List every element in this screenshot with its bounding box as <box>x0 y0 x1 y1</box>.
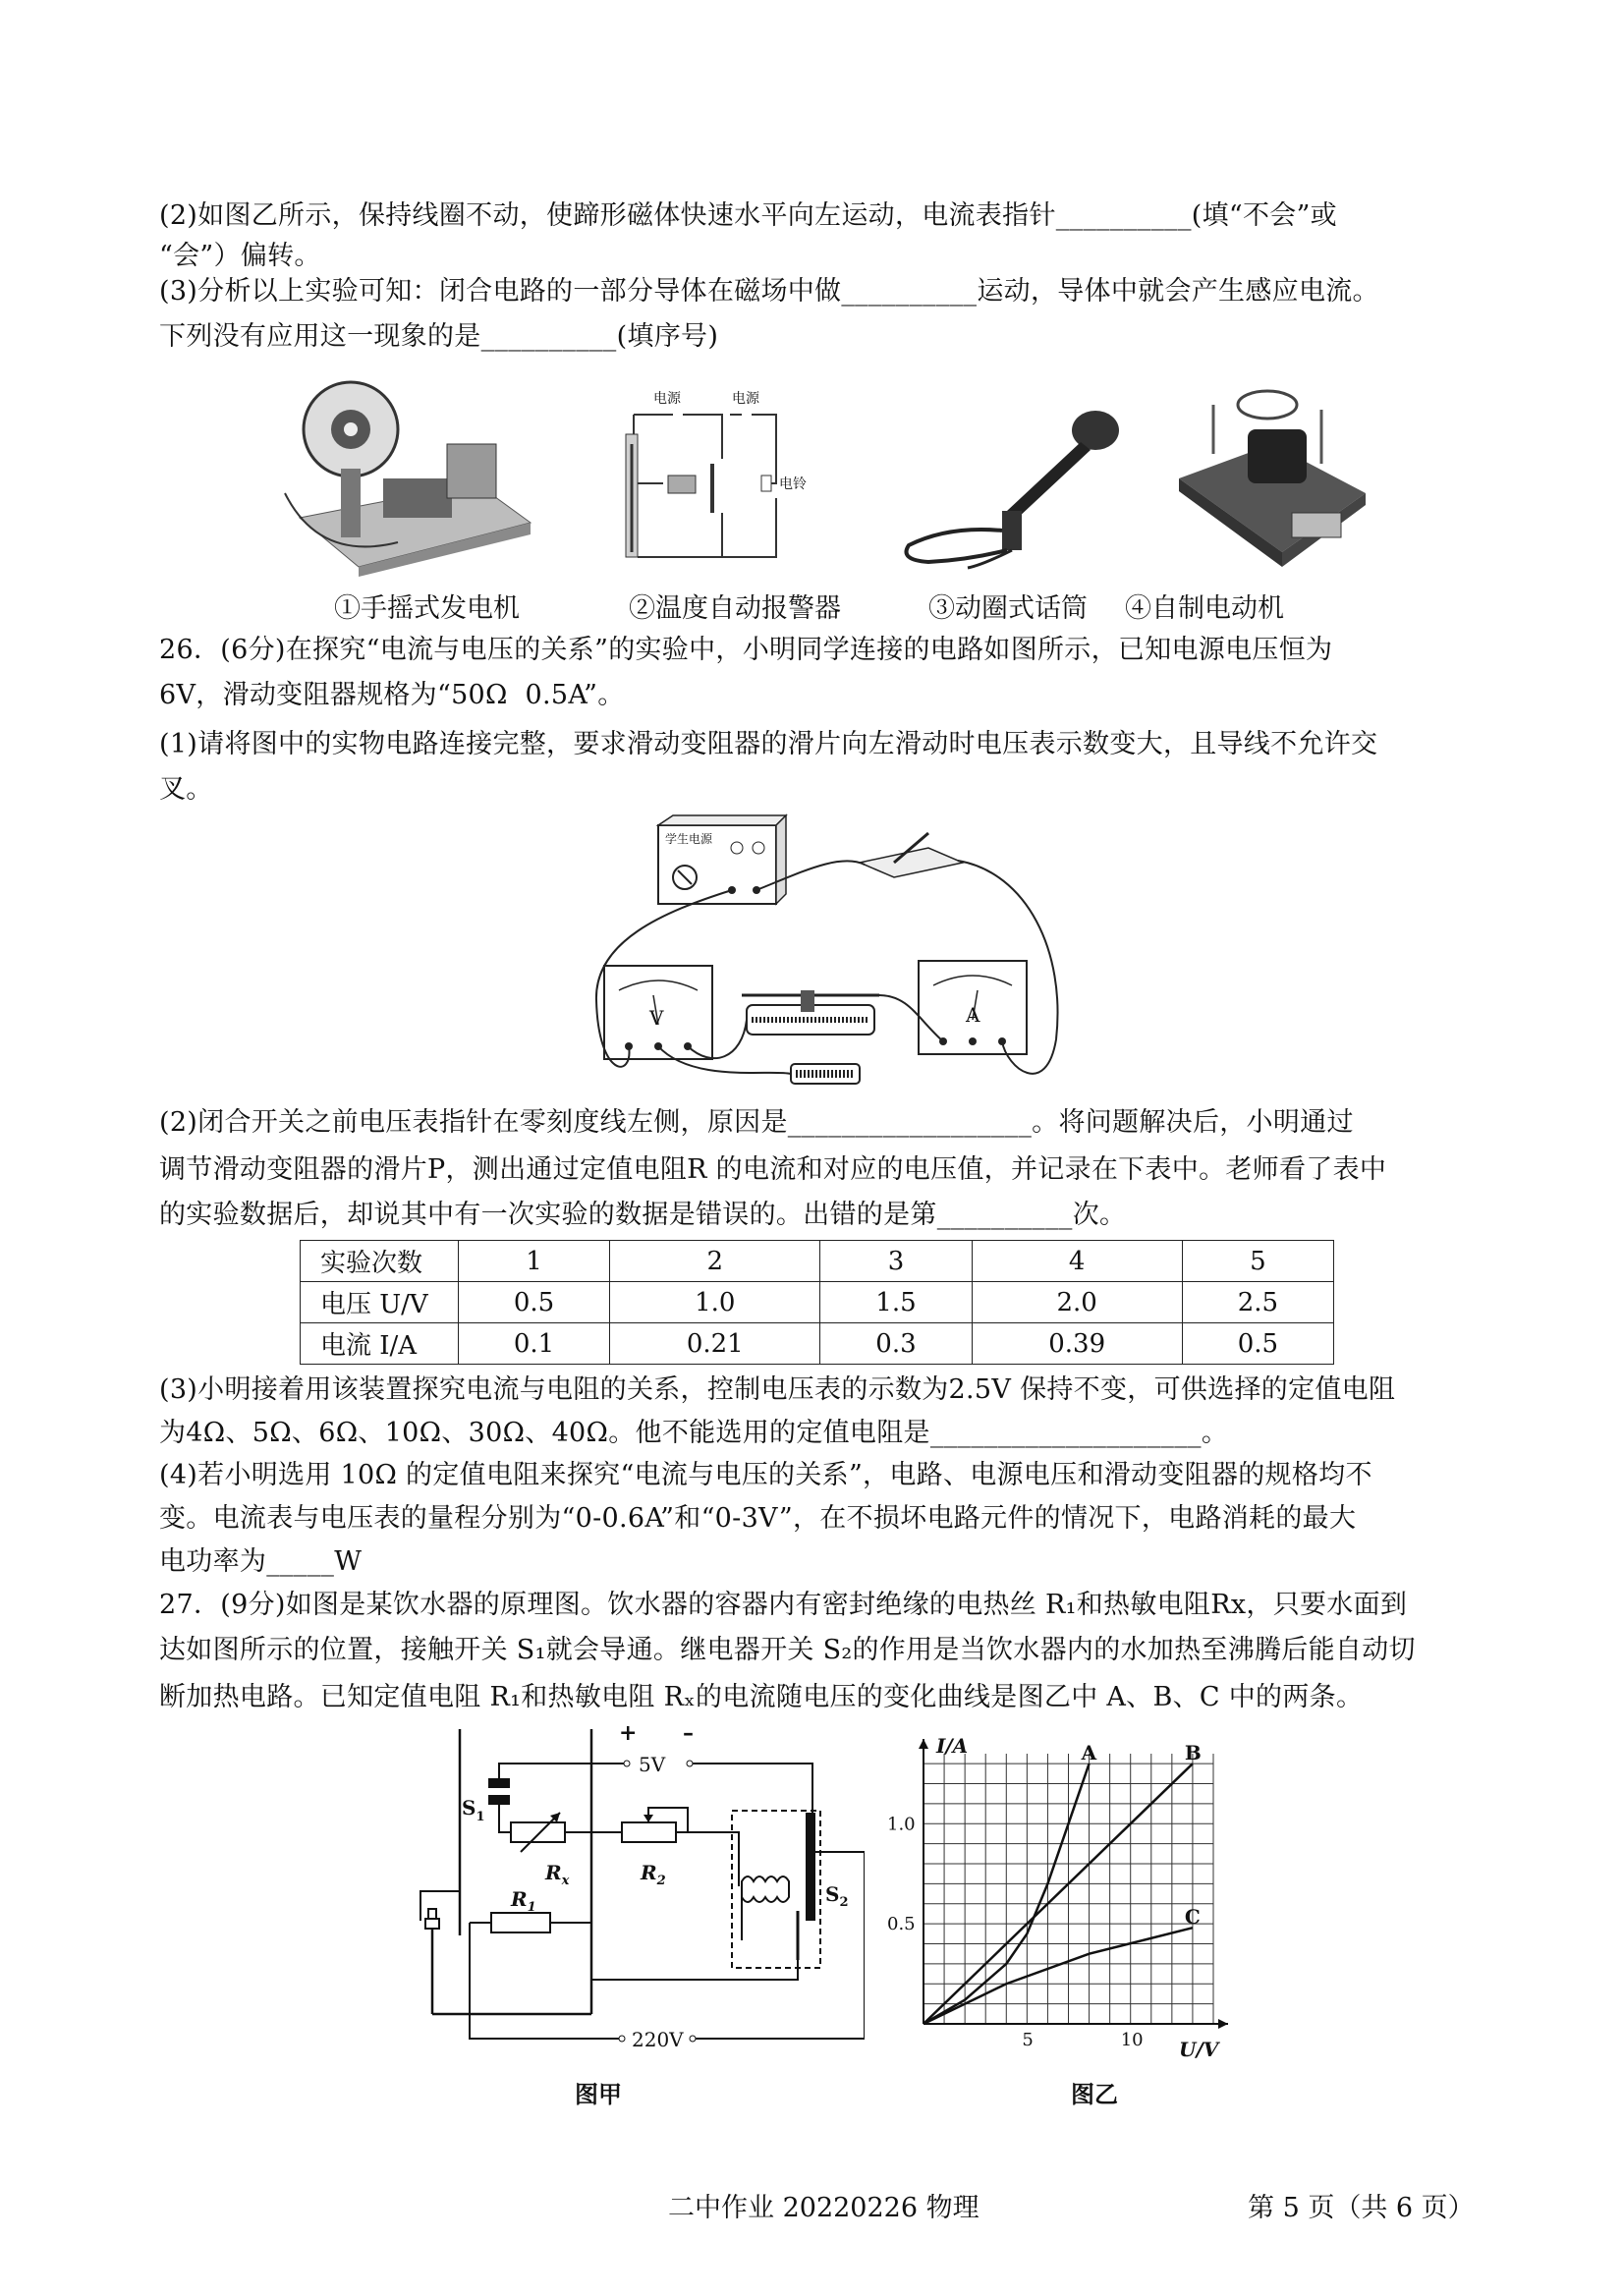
series-label-b: B <box>1184 1741 1202 1765</box>
table-cell: 0.21 <box>610 1323 820 1365</box>
table-cell: 0.5 <box>459 1282 610 1323</box>
experiment-data-table <box>300 1240 1334 1365</box>
q25-line-2b: “会”）偏转。 <box>159 241 321 271</box>
table-row <box>301 1282 1334 1323</box>
table-cell: 2.5 <box>1182 1282 1333 1323</box>
device-caption-1: ①手摇式发电机 <box>334 593 520 624</box>
figure-jia-caption: 图甲 <box>575 2081 622 2108</box>
r1-label: $R_1$ <box>511 1887 536 1915</box>
chart-series <box>923 1764 1193 2024</box>
table-header-cell: 实验次数 <box>301 1241 459 1282</box>
table-cell: 1.5 <box>820 1282 972 1323</box>
plus-terminal-label: + <box>619 1724 638 1746</box>
q26-line-9: 为4Ω、5Ω、6Ω、10Ω、30Ω、40Ω。他不能选用的定值电阻是____________________。 <box>159 1418 1229 1448</box>
rx-label: $R_x$ <box>545 1861 570 1888</box>
table-header-cell: 3 <box>820 1241 972 1282</box>
q26-line-12: 电功率为_____W <box>159 1546 363 1577</box>
device-caption-4: ④自制电动机 <box>1125 593 1284 624</box>
alarm-bell-label: 电铃 <box>779 476 807 492</box>
table-header-cell: 1 <box>459 1241 610 1282</box>
q26-line-7: 的实验数据后，却说其中有一次实验的数据是错误的。出错的是第__________次。 <box>159 1200 1127 1230</box>
table-header-cell: 5 <box>1182 1241 1333 1282</box>
x-tick-label-10: 10 <box>1120 2030 1144 2050</box>
q25-line-3b: 下列没有应用这一现象的是__________(填序号) <box>159 321 719 352</box>
y-axis-arrow-icon <box>919 1739 928 1749</box>
q26-line-5: (2)闭合开关之前电压表指针在零刻度线左侧，原因是__________________。将问题解决后，小明通过 <box>159 1107 1354 1138</box>
minus-terminal-label: – <box>683 1724 694 1746</box>
table-header-cell: 2 <box>610 1241 820 1282</box>
table-cell: 0.39 <box>972 1323 1182 1365</box>
q26-line-10: (4)若小明选用 10Ω 的定值电阻来探究“电流与电压的关系”，电路、电源电压和滑动变阻器的规格均不 <box>159 1460 1372 1490</box>
q26-line-11: 变。电流表与电压表的量程分别为“0-0.6A”和“0-3V”，在不损坏电路元件的情况下，电路消耗的最大 <box>159 1503 1357 1534</box>
table-cell: 0.1 <box>459 1323 610 1365</box>
y-tick-label-05: 0.5 <box>887 1914 916 1935</box>
x-axis-arrow-icon <box>1218 2019 1228 2029</box>
q26-line-4: 叉。 <box>159 774 213 805</box>
device-caption-3: ③动圈式话筒 <box>928 593 1088 624</box>
hand-generator-image <box>280 375 540 577</box>
5v-label: 5V <box>639 1753 666 1776</box>
table-cell: 电压 U/V <box>301 1282 459 1323</box>
homemade-motor-image <box>1174 385 1371 572</box>
q26-line-1: 26．(6分)在探究“电流与电压的关系”的实验中，小明同学连接的电路如图所示，已知电源电压恒为 <box>159 635 1333 665</box>
q26-line-6: 调节滑动变阻器的滑片P，测出通过定值电阻R 的电流和对应的电压值，并记录在下表中。老师看了表中 <box>159 1154 1387 1185</box>
q25-line-3: (3)分析以上实验可知：闭合电路的一部分导体在磁场中做__________运动，导体中就会产生感应电流。 <box>159 276 1379 307</box>
alarm-power-label-2: 电源 <box>732 391 759 407</box>
voltmeter-label: V <box>649 1006 664 1030</box>
table-row <box>301 1323 1334 1365</box>
device-caption-2: ②温度自动报警器 <box>629 593 841 624</box>
y-axis-label: I/A <box>936 1734 969 1758</box>
table-cell: 2.0 <box>972 1282 1182 1323</box>
y-tick-label-1: 1.0 <box>887 1814 916 1835</box>
table-header-cell: 4 <box>972 1241 1182 1282</box>
q27-line-1: 27．(9分)如图是某饮水器的原理图。饮水器的容器内有密封绝缘的电热丝 R₁和热敏电阻Rx，只要水面到 <box>159 1590 1408 1620</box>
series-line-c <box>923 1928 1193 2024</box>
s1-label: $S_1$ <box>462 1796 485 1824</box>
ammeter-label: A <box>966 1003 980 1027</box>
table-cell: 0.5 <box>1182 1323 1333 1365</box>
table-header-row <box>301 1241 1334 1282</box>
table-cell: 0.3 <box>820 1323 972 1365</box>
microphone-image <box>889 403 1130 570</box>
x-tick-label-5: 5 <box>1022 2030 1034 2050</box>
series-label-a: A <box>1081 1741 1097 1765</box>
current-voltage-chart <box>879 1729 1243 2063</box>
series-line-b <box>923 1764 1193 2024</box>
temperature-alarm-diagram <box>614 385 840 567</box>
q26-line-8: (3)小明接着用该装置探究电流与电阻的关系，控制电压表的示数为2.5V 保持不变，可供选择的定值电阻 <box>159 1374 1396 1405</box>
q27-line-3: 断加热电路。已知定值电阻 R₁和热敏电阻 Rₓ的电流随电压的变化曲线是图乙中 A、B、C 中的两条。 <box>159 1682 1364 1712</box>
q25-line-2: (2)如图乙所示，保持线圈不动，使蹄形磁体快速水平向左运动，电流表指针__________(填“不会”或 <box>159 200 1337 231</box>
220v-label: 220V <box>632 2028 684 2051</box>
q27-line-2: 达如图所示的位置，接触开关 S₁就会导通。继电器开关 S₂的作用是当饮水器内的水加热至沸腾后能自动切 <box>159 1635 1416 1665</box>
q26-line-3: (1)请将图中的实物电路连接完整，要求滑动变阻器的滑片向左滑动时电压表示数变大，且导线不允许交 <box>159 729 1378 759</box>
figure-yi-caption: 图乙 <box>1071 2081 1118 2108</box>
q26-line-2: 6V，滑动变阻器规格为“50Ω 0.5A”。 <box>159 680 625 710</box>
series-label-c: C <box>1184 1905 1201 1930</box>
alarm-power-label-1: 电源 <box>653 391 681 407</box>
r2-label: $R_2$ <box>641 1861 666 1888</box>
s2-label: $S_2$ <box>825 1882 849 1910</box>
water-dispenser-circuit-diagram <box>393 1724 865 2068</box>
footer-page-number: 第 5 页（共 6 页） <box>1248 2193 1475 2223</box>
circuit-26-diagram <box>585 813 1066 1098</box>
x-axis-label: U/V <box>1179 2038 1219 2061</box>
table-cell: 电流 I/A <box>301 1323 459 1365</box>
footer-left: 二中作业 20220226 物理 <box>668 2193 979 2223</box>
table-cell: 1.0 <box>610 1282 820 1323</box>
power-supply-label: 学生电源 <box>665 832 713 846</box>
